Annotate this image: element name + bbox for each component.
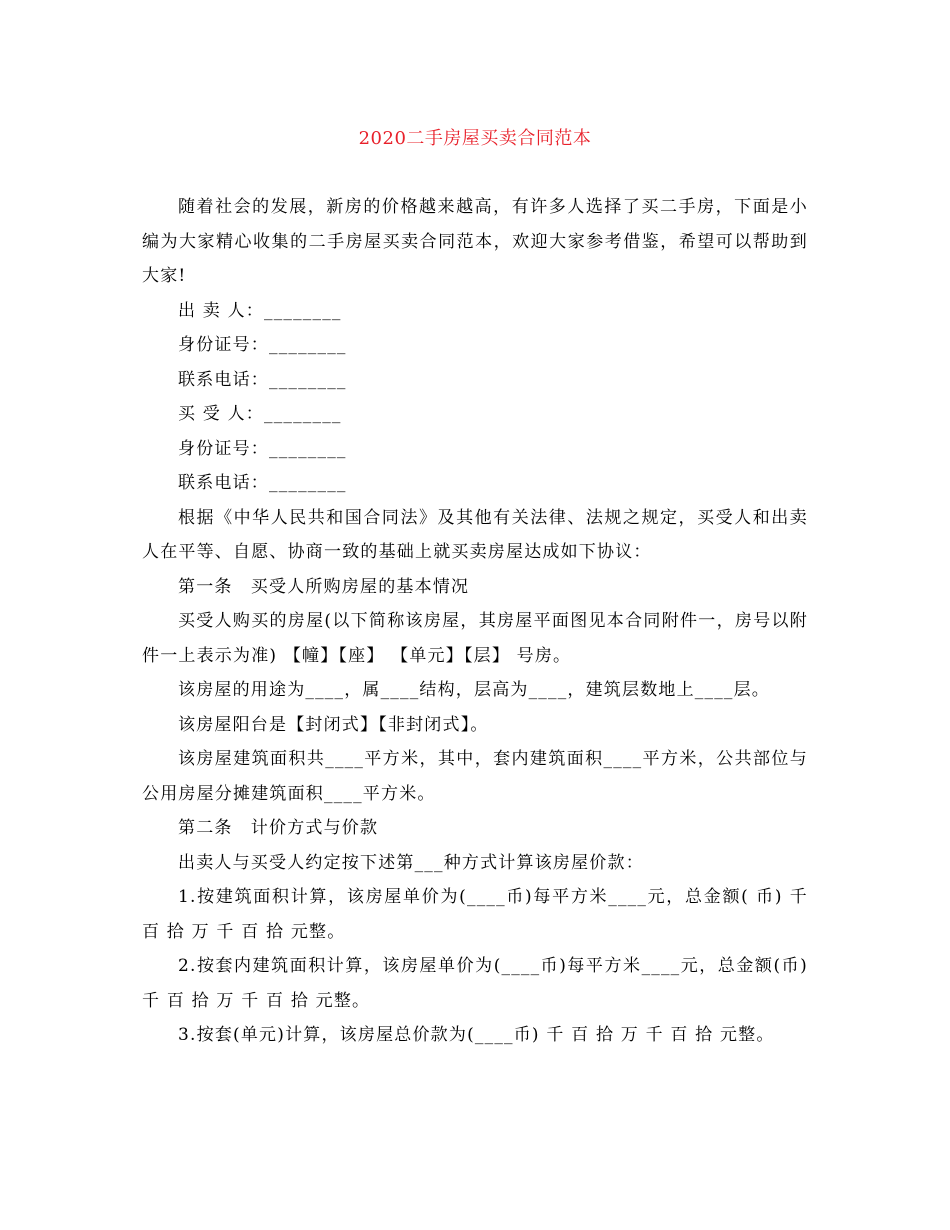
document-title: 2020二手房屋买卖合同范本 — [358, 128, 592, 149]
balcony-paragraph: 该房屋阳台是【封闭式】【非封闭式】。 — [178, 714, 489, 735]
property-description-paragraph: 买受人购买的房屋(以下简称该房屋，其房屋平面图见本合同附件一，房号以附件一上表示为准) 【幢】【座】 【单元】【层】 号房。 — [142, 611, 808, 666]
buyer-id-field: 身份证号：________ — [178, 438, 347, 459]
document-body — [142, 190, 808, 1053]
area-paragraph: 该房屋建筑面积共____平方米，其中，套内建筑面积____平方米，公共部位与公用房屋分摊建筑面积____平方米。 — [142, 749, 808, 804]
article-1-heading: 第一条 买受人所购房屋的基本情况 — [178, 576, 470, 597]
pricing-option-2: 2.按套内建筑面积计算，该房屋单价为(____币)每平方米____元，总金额(币) 千 百 拾 万 千 百 拾 元整。 — [142, 956, 808, 1011]
buyer-field: 买 受 人：________ — [178, 404, 342, 424]
seller-id-field: 身份证号：________ — [178, 335, 347, 355]
pricing-option-1: 1.按建筑面积计算，该房屋单价为(____币)每平方米____元，总金额( 币) 千 百 拾 万 千 百 拾 元整。 — [142, 887, 808, 942]
pricing-method-paragraph: 出卖人与买受人约定按下述第___种方式计算该房屋价款： — [178, 852, 644, 873]
property-usage-paragraph: 该房屋的用途为____，属____结构，层高为____，建筑层数地上____层。 — [178, 680, 770, 700]
article-2-heading: 第二条 计价方式与价款 — [178, 818, 379, 838]
seller-field: 出 卖 人：________ — [178, 300, 342, 321]
seller-phone-field: 联系电话：________ — [178, 369, 347, 390]
pricing-option-3: 3.按套(单元)计算，该房屋总价款为(____币) 千 百 拾 万 千 百 拾 元整。 — [178, 1025, 775, 1045]
intro-paragraph: 随着社会的发展，新房的价格越来越高，有许多人选择了买二手房，下面是小编为大家精心收集的二手房屋买卖合同范本，欢迎大家参考借鉴，希望可以帮助到大家! — [142, 197, 808, 286]
legal-basis-paragraph: 根据《中华人民共和国合同法》及其他有关法律、法规之规定，买受人和出卖人在平等、自愿、协商一致的基础上就买卖房屋达成如下协议： — [142, 507, 808, 562]
buyer-phone-field: 联系电话：________ — [178, 473, 347, 493]
